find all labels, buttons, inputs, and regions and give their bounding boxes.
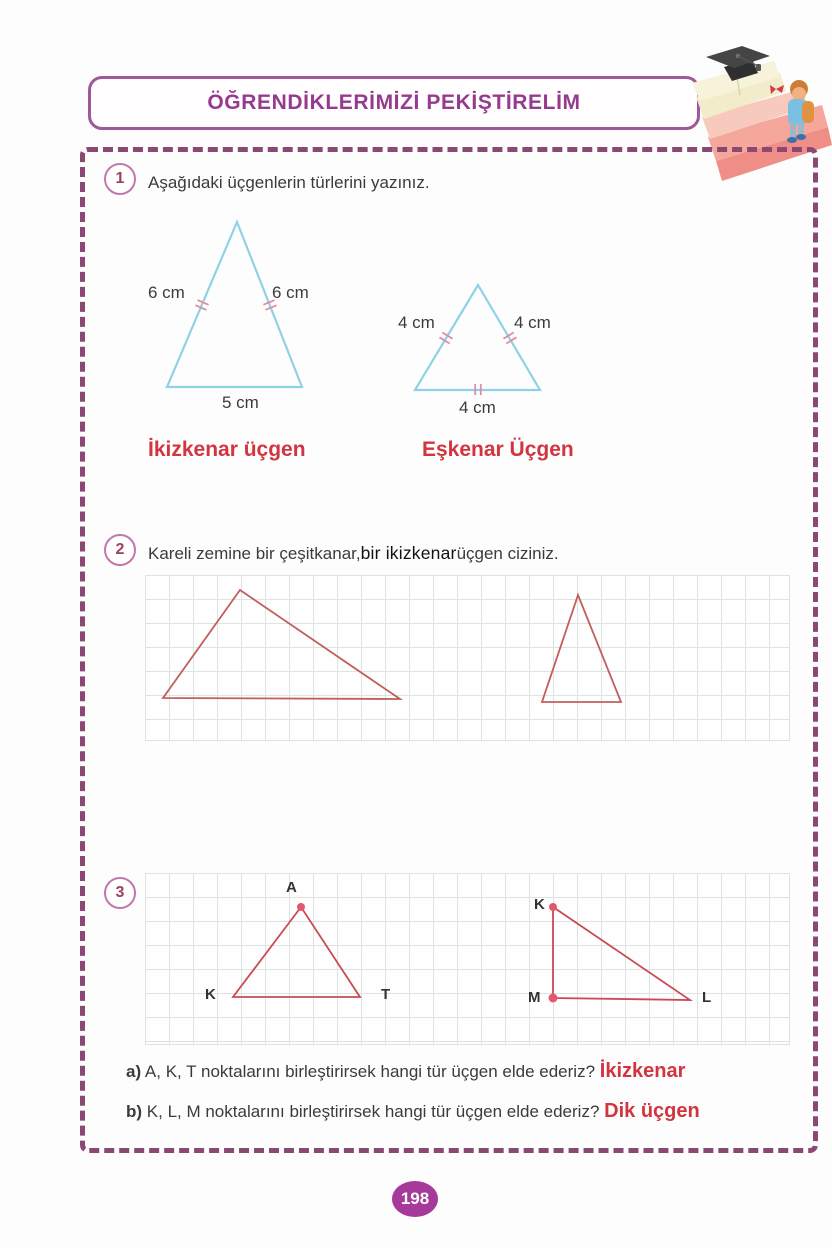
t1-right-side-label: 6 cm: [272, 283, 309, 302]
vertex-label-K-right: K: [534, 896, 545, 913]
t2-answer: Eşkenar Üçgen: [422, 438, 574, 461]
t2-left-side-label: 4 cm: [398, 313, 435, 332]
page-title: ÖĞRENDİKLERİMİZİ PEKİŞTİRELİM: [207, 91, 581, 114]
exercise2-instruction-part1: Kareli zemine bir çeşitkanar,: [148, 544, 361, 563]
vertex-label-K-left: K: [205, 986, 216, 1003]
akt-triangle-shape: [233, 907, 360, 997]
exercise2-grid: [145, 575, 790, 741]
exercise3-point-triangles: [145, 873, 790, 1045]
question-b-answer: Dik üçgen: [604, 1100, 700, 1122]
t1-answer: İkizkenar üçgen: [148, 438, 306, 461]
exercise3-grid: [145, 873, 790, 1045]
vertex-label-L: L: [702, 989, 712, 1006]
vertex-label-M: M: [528, 989, 541, 1006]
exercise1-triangles-figure: [140, 215, 560, 395]
exercise2-drawn-triangles: [145, 575, 790, 741]
question-b: [126, 1100, 700, 1123]
question-a: [126, 1060, 685, 1083]
point-M-dot: [549, 994, 558, 1003]
exercise1-number-badge: [104, 163, 136, 195]
equilateral-triangle-shape: [415, 285, 540, 390]
vertex-label-T: T: [381, 986, 391, 1003]
page-number-badge: [392, 1181, 438, 1217]
exercise1-instruction: Aşağıdaki üçgenlerin türlerini yazınız.: [148, 173, 430, 192]
exercise3-number-badge: [104, 877, 136, 909]
exercise2-instruction: [148, 543, 559, 564]
page-number: 198: [400, 1189, 430, 1208]
question-a-prefix: a): [126, 1062, 142, 1081]
question-b-text: K, L, M noktalarını birleştirirsek hangi tür üçgen elde ederiz?: [146, 1102, 600, 1121]
exercise2-instruction-part3: üçgen ciziniz.: [456, 544, 559, 563]
question-b-prefix: b): [126, 1102, 143, 1121]
t1-left-side-label: 6 cm: [148, 283, 185, 302]
isosceles-triangle-shape: [167, 222, 302, 387]
isosceles-triangle-drawn-shape: [542, 595, 621, 702]
header-banner: [88, 76, 700, 130]
kml-triangle-shape: [553, 907, 690, 1000]
exercise2-instruction-insert: bir ikizkenar: [360, 543, 457, 563]
exercise3-number: 3: [115, 884, 125, 901]
t1-bottom-side-label: 5 cm: [222, 393, 259, 412]
t2-bottom-side-label: 4 cm: [459, 398, 496, 417]
vertex-label-A: A: [286, 879, 297, 896]
exercise1-number: 1: [115, 170, 125, 187]
exercise2-number-badge: [104, 534, 136, 566]
t2-right-side-label: 4 cm: [514, 313, 551, 332]
exercise2-number: 2: [115, 541, 125, 558]
question-a-answer: İkizkenar: [599, 1060, 686, 1082]
point-K-dot: [549, 903, 557, 911]
scalene-triangle-shape: [163, 590, 400, 699]
question-a-text: A, K, T noktalarını birleştirirsek hangi tür üçgen elde ederiz?: [144, 1062, 596, 1081]
point-A-dot: [297, 903, 305, 911]
